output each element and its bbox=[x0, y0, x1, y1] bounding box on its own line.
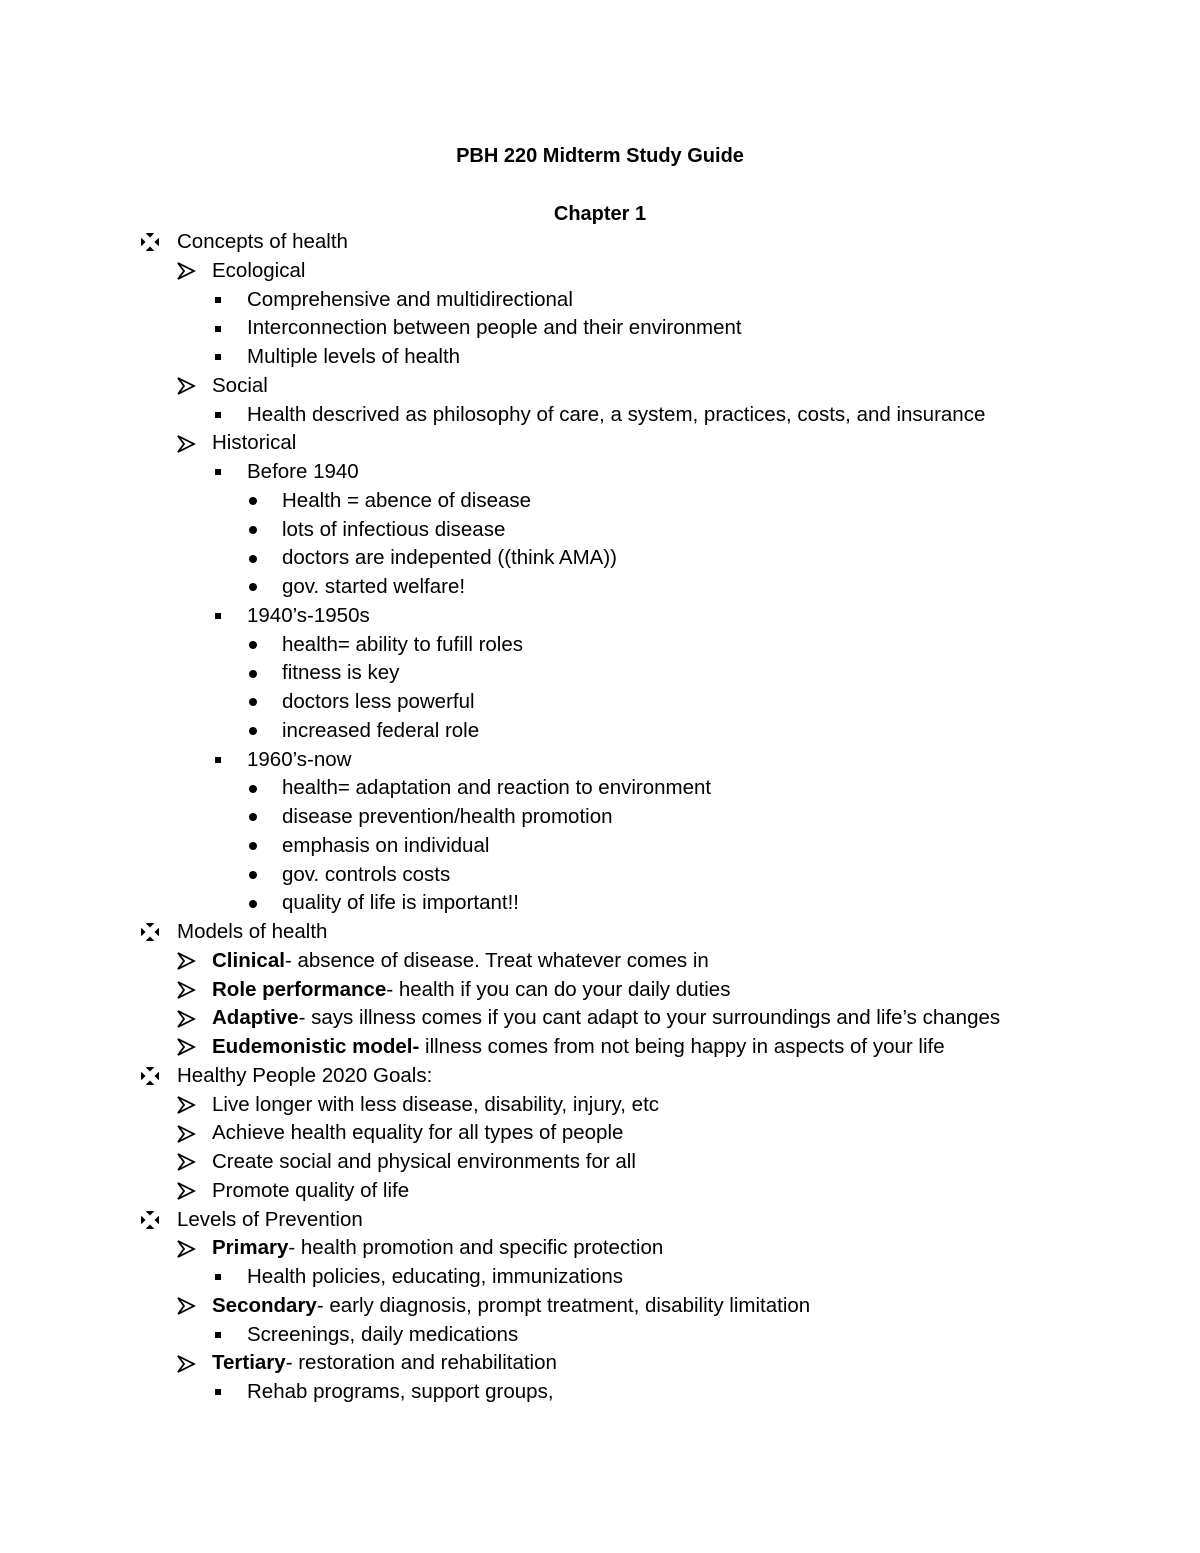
outline-item-text bbox=[282, 631, 523, 660]
outline-item-text bbox=[282, 774, 711, 803]
outline-item-label: Ecological bbox=[212, 258, 306, 282]
outline-item-label: - says illness comes if you cant adapt to your surroundings and life’s changes bbox=[298, 1006, 1001, 1030]
outline-item-text bbox=[247, 1263, 623, 1292]
dot-bullet-icon bbox=[246, 659, 270, 688]
outline-item-label: Live longer with less disease, disability, injury, etc bbox=[212, 1092, 660, 1116]
arrowhead-bullet-icon bbox=[176, 976, 200, 1005]
arrowhead-bullet-icon bbox=[176, 1148, 200, 1177]
diamond-bullet-icon bbox=[141, 918, 165, 947]
outline-item-text bbox=[282, 889, 519, 918]
outline-item-text bbox=[282, 487, 531, 516]
diamond-bullet-icon bbox=[141, 1206, 165, 1235]
arrowhead-bullet-icon bbox=[176, 1119, 200, 1148]
outline-item-label: gov. started welfare! bbox=[282, 575, 466, 598]
outline-item-text bbox=[212, 372, 268, 401]
outline-item-text bbox=[247, 314, 742, 343]
outline-item-text bbox=[282, 803, 613, 832]
outline-item-label: quality of life is important!! bbox=[282, 891, 519, 915]
arrowhead-bullet-icon bbox=[176, 1234, 200, 1263]
outline-item-label: Health policies, educating, immunizations bbox=[247, 1265, 624, 1288]
arrowhead-bullet-icon bbox=[176, 1177, 200, 1206]
outline-item-term: Primary bbox=[212, 1236, 289, 1260]
diamond-bullet-icon bbox=[141, 228, 165, 257]
dot-bullet-icon bbox=[246, 889, 270, 918]
outline-item-term: Tertiary bbox=[212, 1351, 286, 1375]
outline-item-label: 1940’s-1950s bbox=[247, 603, 370, 627]
outline-item-text bbox=[212, 1004, 1000, 1033]
outline-item-text bbox=[212, 947, 709, 976]
outline-item-label: emphasis on individual bbox=[282, 833, 490, 857]
dot-bullet-icon bbox=[246, 803, 270, 832]
outline-item-label: Promote quality of life bbox=[212, 1178, 410, 1202]
square-bullet-icon bbox=[211, 1378, 235, 1407]
arrowhead-bullet-icon bbox=[176, 947, 200, 976]
outline-item-label: Interconnection between people and their environment bbox=[247, 316, 742, 340]
dot-bullet-icon bbox=[246, 861, 270, 890]
outline-item-label: illness comes from not being happy in aspects of your life bbox=[419, 1035, 945, 1058]
outline-item-text bbox=[282, 659, 399, 688]
arrowhead-bullet-icon bbox=[176, 1004, 200, 1033]
outline-item-label: increased federal role bbox=[282, 718, 480, 742]
dot-bullet-icon bbox=[246, 573, 270, 602]
outline-item-label: health= adaptation and reaction to environment bbox=[282, 776, 712, 800]
outline-item-text bbox=[247, 1321, 518, 1350]
outline-item-text bbox=[212, 1033, 945, 1062]
outline-item-label: Models of health bbox=[177, 920, 328, 943]
square-bullet-icon bbox=[211, 1263, 235, 1292]
arrowhead-bullet-icon bbox=[176, 372, 200, 401]
square-bullet-icon bbox=[211, 314, 235, 343]
outline-item-text bbox=[247, 286, 573, 315]
document-title: PBH 220 Midterm Study Guide bbox=[456, 145, 744, 167]
outline-item-text bbox=[177, 1206, 363, 1235]
outline-item-text bbox=[212, 1148, 636, 1177]
outline-item-term: Role performance bbox=[212, 977, 387, 1001]
outline-item-label: disease prevention/health promotion bbox=[282, 805, 613, 828]
outline-item-text bbox=[247, 746, 351, 775]
outline-item-label: Historical bbox=[212, 431, 297, 455]
outline-item-label: doctors are indepented ((think AMA)) bbox=[282, 546, 617, 570]
outline-item-text bbox=[212, 429, 296, 458]
square-bullet-icon bbox=[211, 746, 235, 775]
arrowhead-bullet-icon bbox=[176, 1292, 200, 1321]
outline-item-label: fitness is key bbox=[282, 661, 400, 685]
outline-item-text bbox=[282, 688, 475, 717]
outline-item-label: - early diagnosis, prompt treatment, disability limitation bbox=[316, 1293, 811, 1317]
arrowhead-bullet-icon bbox=[176, 429, 200, 458]
outline-item-text bbox=[282, 717, 479, 746]
outline-item-label: Health = abence of disease bbox=[282, 488, 532, 512]
square-bullet-icon bbox=[211, 602, 235, 631]
outline-item-label: Comprehensive and multidirectional bbox=[247, 287, 573, 311]
outline-item-label: Healthy People 2020 Goals: bbox=[177, 1063, 433, 1087]
chapter-heading: Chapter 1 bbox=[553, 203, 647, 225]
outline-item-text bbox=[177, 1062, 432, 1091]
outline-item-label: Before 1940 bbox=[247, 460, 359, 483]
outline-item-label: doctors less powerful bbox=[282, 690, 475, 713]
square-bullet-icon bbox=[211, 286, 235, 315]
outline-item-label: Levels of Prevention bbox=[177, 1207, 363, 1231]
outline-item-text bbox=[282, 861, 450, 890]
outline-item-label: Screenings, daily medications bbox=[247, 1322, 519, 1346]
outline-item-text bbox=[212, 1292, 810, 1321]
outline-item-label: Achieve health equality for all types of people bbox=[212, 1121, 624, 1145]
outline-item-label: - restoration and rehabilitation bbox=[285, 1351, 557, 1375]
arrowhead-bullet-icon bbox=[176, 1349, 200, 1378]
square-bullet-icon bbox=[211, 401, 235, 430]
outline-item-text bbox=[282, 832, 489, 861]
arrowhead-bullet-icon bbox=[176, 1091, 200, 1120]
outline-item-term: Clinical bbox=[212, 948, 285, 972]
outline-item-label: Health descrived as philosophy of care, a system, practices, costs, and insurance bbox=[247, 402, 986, 426]
outline-item-text bbox=[247, 602, 370, 631]
dot-bullet-icon bbox=[246, 774, 270, 803]
outline-item-text bbox=[212, 257, 305, 286]
dot-bullet-icon bbox=[246, 516, 270, 545]
square-bullet-icon bbox=[211, 343, 235, 372]
outline-item-label: Rehab programs, support groups, bbox=[247, 1380, 554, 1403]
dot-bullet-icon bbox=[246, 717, 270, 746]
outline-item-label: Social bbox=[212, 373, 268, 397]
square-bullet-icon bbox=[211, 458, 235, 487]
dot-bullet-icon bbox=[246, 688, 270, 717]
outline-item-label: Create social and physical environments for all bbox=[212, 1150, 636, 1173]
outline-item-term: Eudemonistic model- bbox=[212, 1035, 420, 1058]
outline-item-term: Adaptive bbox=[212, 1006, 299, 1030]
outline-item-label: 1960’s-now bbox=[247, 747, 352, 771]
outline-item-label: health= ability to fufill roles bbox=[282, 632, 524, 656]
outline-item-text bbox=[212, 1234, 663, 1263]
square-bullet-icon bbox=[211, 1321, 235, 1350]
dot-bullet-icon bbox=[246, 631, 270, 660]
outline-item-label: - health promotion and specific protection bbox=[288, 1236, 664, 1260]
outline-item-text bbox=[177, 918, 327, 947]
outline-item-label: gov. controls costs bbox=[282, 862, 451, 886]
outline-item-term: Secondary bbox=[212, 1293, 317, 1317]
dot-bullet-icon bbox=[246, 544, 270, 573]
outline-item-text bbox=[247, 401, 985, 430]
outline-item-text bbox=[212, 1091, 659, 1120]
outline-item-label: - health if you can do your daily duties bbox=[386, 977, 731, 1001]
outline-item-text bbox=[282, 573, 465, 602]
outline-item-text bbox=[282, 516, 505, 545]
outline-item-text bbox=[282, 544, 617, 573]
outline-item-text bbox=[247, 458, 359, 487]
dot-bullet-icon bbox=[246, 832, 270, 861]
outline-item-text bbox=[212, 1119, 623, 1148]
arrowhead-bullet-icon bbox=[176, 1033, 200, 1062]
outline-item-label: Multiple levels of health bbox=[247, 345, 461, 368]
outline-item-label: lots of infectious disease bbox=[282, 517, 506, 541]
dot-bullet-icon bbox=[246, 487, 270, 516]
outline-item-text bbox=[247, 1378, 554, 1407]
outline-item-text bbox=[177, 228, 348, 257]
diamond-bullet-icon bbox=[141, 1062, 165, 1091]
outline-item-label: - absence of disease. Treat whatever comes in bbox=[284, 948, 709, 972]
arrowhead-bullet-icon bbox=[176, 257, 200, 286]
outline-item-text bbox=[212, 976, 730, 1005]
outline-item-text bbox=[247, 343, 460, 372]
outline-item-label: Concepts of health bbox=[177, 230, 348, 253]
outline-item-text bbox=[212, 1177, 409, 1206]
outline-item-text bbox=[212, 1349, 557, 1378]
